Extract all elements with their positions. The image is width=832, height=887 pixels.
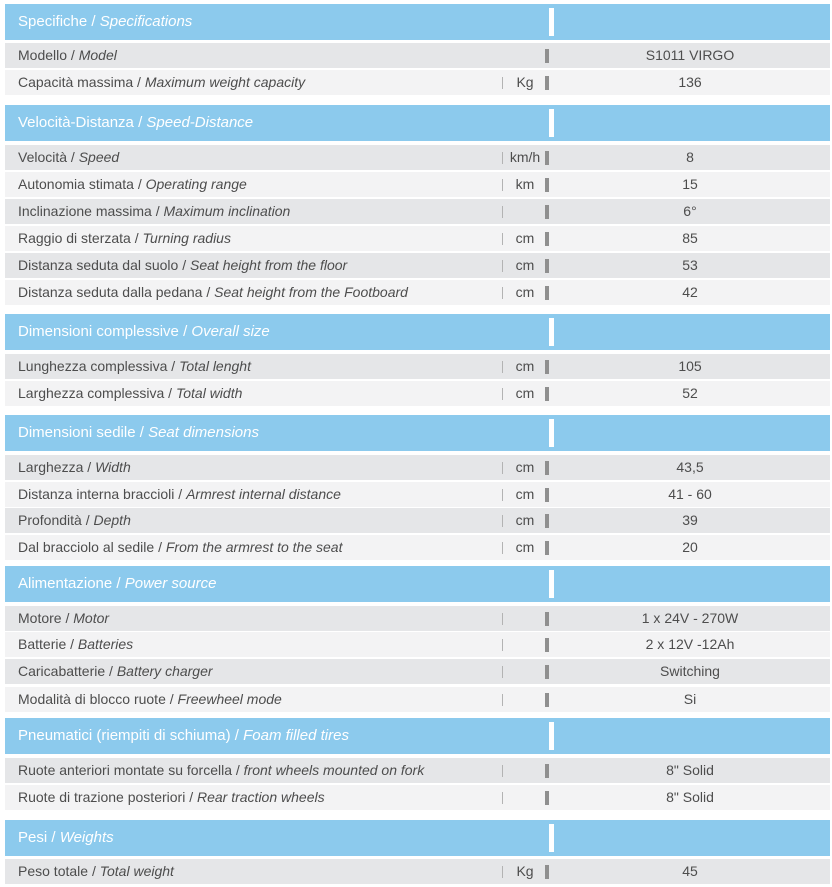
spec-row-seat-depth bbox=[5, 508, 830, 533]
row-value: 136 bbox=[678, 74, 702, 90]
spec-row-operating-range bbox=[5, 172, 830, 197]
spec-row-max-weight bbox=[5, 70, 830, 95]
spec-row-max-inclination bbox=[5, 199, 830, 224]
unit-separator bbox=[502, 260, 503, 272]
header-divider bbox=[549, 824, 554, 852]
row-value: 42 bbox=[682, 284, 698, 300]
row-unit bbox=[504, 785, 546, 810]
row-bar-marker bbox=[545, 791, 549, 805]
header-divider bbox=[549, 570, 554, 598]
row-value: 45 bbox=[682, 863, 698, 879]
row-value: 1 x 24V - 270W bbox=[641, 610, 739, 626]
unit-separator bbox=[502, 152, 503, 164]
row-value: Switching bbox=[660, 663, 720, 679]
row-value: 39 bbox=[682, 512, 698, 528]
row-unit: cm bbox=[515, 459, 535, 475]
row-value: 15 bbox=[682, 176, 698, 192]
row-bar-marker bbox=[545, 387, 549, 401]
row-unit bbox=[504, 606, 546, 631]
unit-separator bbox=[502, 489, 503, 501]
row-value: Si bbox=[683, 691, 697, 707]
row-label: Inclinazione massima / Maximum inclination bbox=[18, 203, 291, 219]
row-label: Peso totale / Total weight bbox=[18, 863, 174, 879]
row-unit: Kg bbox=[516, 74, 534, 90]
row-unit: km bbox=[515, 176, 535, 192]
section-header-overall-size bbox=[5, 314, 830, 350]
row-unit: cm bbox=[515, 230, 535, 246]
row-bar-marker bbox=[545, 693, 549, 707]
row-bar-marker bbox=[545, 360, 549, 374]
spec-row-armrest-distance bbox=[5, 482, 830, 507]
row-value: 2 x 12V -12Ah bbox=[645, 636, 735, 652]
unit-separator bbox=[502, 792, 503, 804]
row-value: 52 bbox=[682, 385, 698, 401]
row-bar-marker bbox=[545, 488, 549, 502]
unit-separator bbox=[502, 361, 503, 373]
row-unit: cm bbox=[515, 512, 535, 528]
row-unit bbox=[504, 43, 546, 68]
row-bar-marker bbox=[545, 638, 549, 652]
spec-row-total-width bbox=[5, 381, 830, 406]
unit-separator bbox=[502, 639, 503, 651]
row-bar-marker bbox=[545, 541, 549, 555]
section-header-specifications bbox=[5, 4, 830, 40]
section-title: Alimentazione / Power source bbox=[18, 575, 217, 592]
row-value: 8" Solid bbox=[666, 762, 714, 778]
row-unit bbox=[504, 199, 546, 224]
spec-row-turning-radius bbox=[5, 226, 830, 251]
row-label: Distanza interna braccioli / Armrest internal distance bbox=[18, 486, 341, 502]
row-label: Capacità massima / Maximum weight capacity bbox=[18, 74, 306, 90]
unit-separator bbox=[502, 388, 503, 400]
spec-row-battery-charger bbox=[5, 659, 830, 684]
row-bar-marker bbox=[545, 764, 549, 778]
row-bar-marker bbox=[545, 612, 549, 626]
row-value: 20 bbox=[682, 539, 698, 555]
row-unit: cm bbox=[515, 486, 535, 502]
unit-separator bbox=[502, 287, 503, 299]
spec-row-total-length bbox=[5, 354, 830, 379]
row-unit: cm bbox=[515, 284, 535, 300]
row-label: Autonomia stimata / Operating range bbox=[18, 176, 247, 192]
section-header-power-source bbox=[5, 566, 830, 602]
spec-row-armrest-to-seat bbox=[5, 535, 830, 560]
row-label: Dal bracciolo al sedile / From the armrest to the seat bbox=[18, 539, 343, 555]
spec-row-front-wheels bbox=[5, 758, 830, 783]
row-unit: km/h bbox=[509, 149, 541, 165]
row-bar-marker bbox=[545, 865, 549, 879]
row-bar-marker bbox=[545, 665, 549, 679]
section-title: Dimensioni sedile / Seat dimensions bbox=[18, 424, 259, 441]
row-unit: cm bbox=[515, 257, 535, 273]
spec-row-freewheel-mode bbox=[5, 687, 830, 712]
section-header-foam-filled-tires bbox=[5, 718, 830, 754]
row-unit bbox=[504, 758, 546, 783]
spec-row-motor bbox=[5, 606, 830, 631]
spec-row-total-weight bbox=[5, 859, 830, 884]
row-label: Caricabatterie / Battery charger bbox=[18, 663, 213, 679]
row-label: Modello / Model bbox=[18, 47, 117, 63]
section-title: Pneumatici (riempiti di schiuma) / Foam filled tires bbox=[18, 727, 349, 744]
row-bar-marker bbox=[545, 205, 549, 219]
row-label: Distanza seduta dal suolo / Seat height from the floor bbox=[18, 257, 348, 273]
row-bar-marker bbox=[545, 151, 549, 165]
spec-row-seat-width bbox=[5, 455, 830, 480]
spec-row-seat-height-footboard bbox=[5, 280, 830, 305]
row-unit bbox=[504, 632, 546, 657]
unit-separator bbox=[502, 613, 503, 625]
header-divider bbox=[549, 8, 554, 36]
row-value: 8 bbox=[686, 149, 694, 165]
spec-row-model bbox=[5, 43, 830, 68]
unit-separator bbox=[502, 694, 503, 706]
row-bar-marker bbox=[545, 286, 549, 300]
row-value: 105 bbox=[678, 358, 702, 374]
section-header-seat-dimensions bbox=[5, 415, 830, 451]
unit-separator bbox=[502, 542, 503, 554]
header-divider bbox=[549, 318, 554, 346]
row-bar-marker bbox=[545, 461, 549, 475]
row-bar-marker bbox=[545, 76, 549, 90]
unit-separator bbox=[502, 233, 503, 245]
row-label: Batterie / Batteries bbox=[18, 636, 134, 652]
spec-row-rear-wheels bbox=[5, 785, 830, 810]
row-label: Velocità / Speed bbox=[18, 149, 120, 165]
unit-separator bbox=[502, 462, 503, 474]
unit-separator bbox=[502, 666, 503, 678]
row-bar-marker bbox=[545, 514, 549, 528]
section-title: Pesi / Weights bbox=[18, 829, 114, 846]
row-bar-marker bbox=[545, 259, 549, 273]
row-bar-marker bbox=[545, 49, 549, 63]
spec-row-speed bbox=[5, 145, 830, 170]
header-divider bbox=[549, 722, 554, 750]
row-value: 8" Solid bbox=[666, 789, 714, 805]
header-divider bbox=[549, 109, 554, 137]
row-unit: Kg bbox=[516, 863, 534, 879]
header-divider bbox=[549, 419, 554, 447]
row-label: Larghezza / Width bbox=[18, 459, 131, 475]
section-title: Specifiche / Specifications bbox=[18, 13, 193, 30]
row-unit: cm bbox=[515, 539, 535, 555]
row-label: Motore / Motor bbox=[18, 610, 110, 626]
row-value: 43,5 bbox=[676, 459, 704, 475]
row-value: 53 bbox=[682, 257, 698, 273]
section-title: Dimensioni complessive / Overall size bbox=[18, 323, 270, 340]
row-label: Raggio di sterzata / Turning radius bbox=[18, 230, 231, 246]
row-bar-marker bbox=[545, 232, 549, 246]
unit-separator bbox=[502, 515, 503, 527]
row-value: 41 - 60 bbox=[668, 486, 712, 502]
row-value: 6° bbox=[683, 203, 697, 219]
row-label: Distanza seduta dalla pedana / Seat height from the Footboard bbox=[18, 284, 408, 300]
spec-row-batteries bbox=[5, 632, 830, 657]
row-value: 85 bbox=[682, 230, 698, 246]
unit-separator bbox=[502, 77, 503, 89]
section-title: Velocità-Distanza / Speed-Distance bbox=[18, 114, 254, 131]
unit-separator bbox=[502, 765, 503, 777]
row-unit: cm bbox=[515, 385, 535, 401]
section-header-weights bbox=[5, 820, 830, 856]
row-unit: cm bbox=[515, 358, 535, 374]
row-label: Ruote anteriori montate su forcella / front wheels mounted on fork bbox=[18, 762, 425, 778]
unit-separator bbox=[502, 866, 503, 878]
row-label: Lunghezza complessiva / Total lenght bbox=[18, 358, 251, 374]
row-label: Profondità / Depth bbox=[18, 512, 131, 528]
row-unit bbox=[504, 659, 546, 684]
row-value: S1011 VIRGO bbox=[645, 47, 735, 63]
row-unit bbox=[504, 687, 546, 712]
spec-row-seat-height-floor bbox=[5, 253, 830, 278]
row-label: Modalità di blocco ruote / Freewheel mode bbox=[18, 691, 282, 707]
unit-separator bbox=[502, 206, 503, 218]
row-bar-marker bbox=[545, 178, 549, 192]
row-label: Ruote di trazione posteriori / Rear traction wheels bbox=[18, 789, 325, 805]
section-header-speed-distance bbox=[5, 105, 830, 141]
unit-separator bbox=[502, 179, 503, 191]
row-label: Larghezza complessiva / Total width bbox=[18, 385, 243, 401]
